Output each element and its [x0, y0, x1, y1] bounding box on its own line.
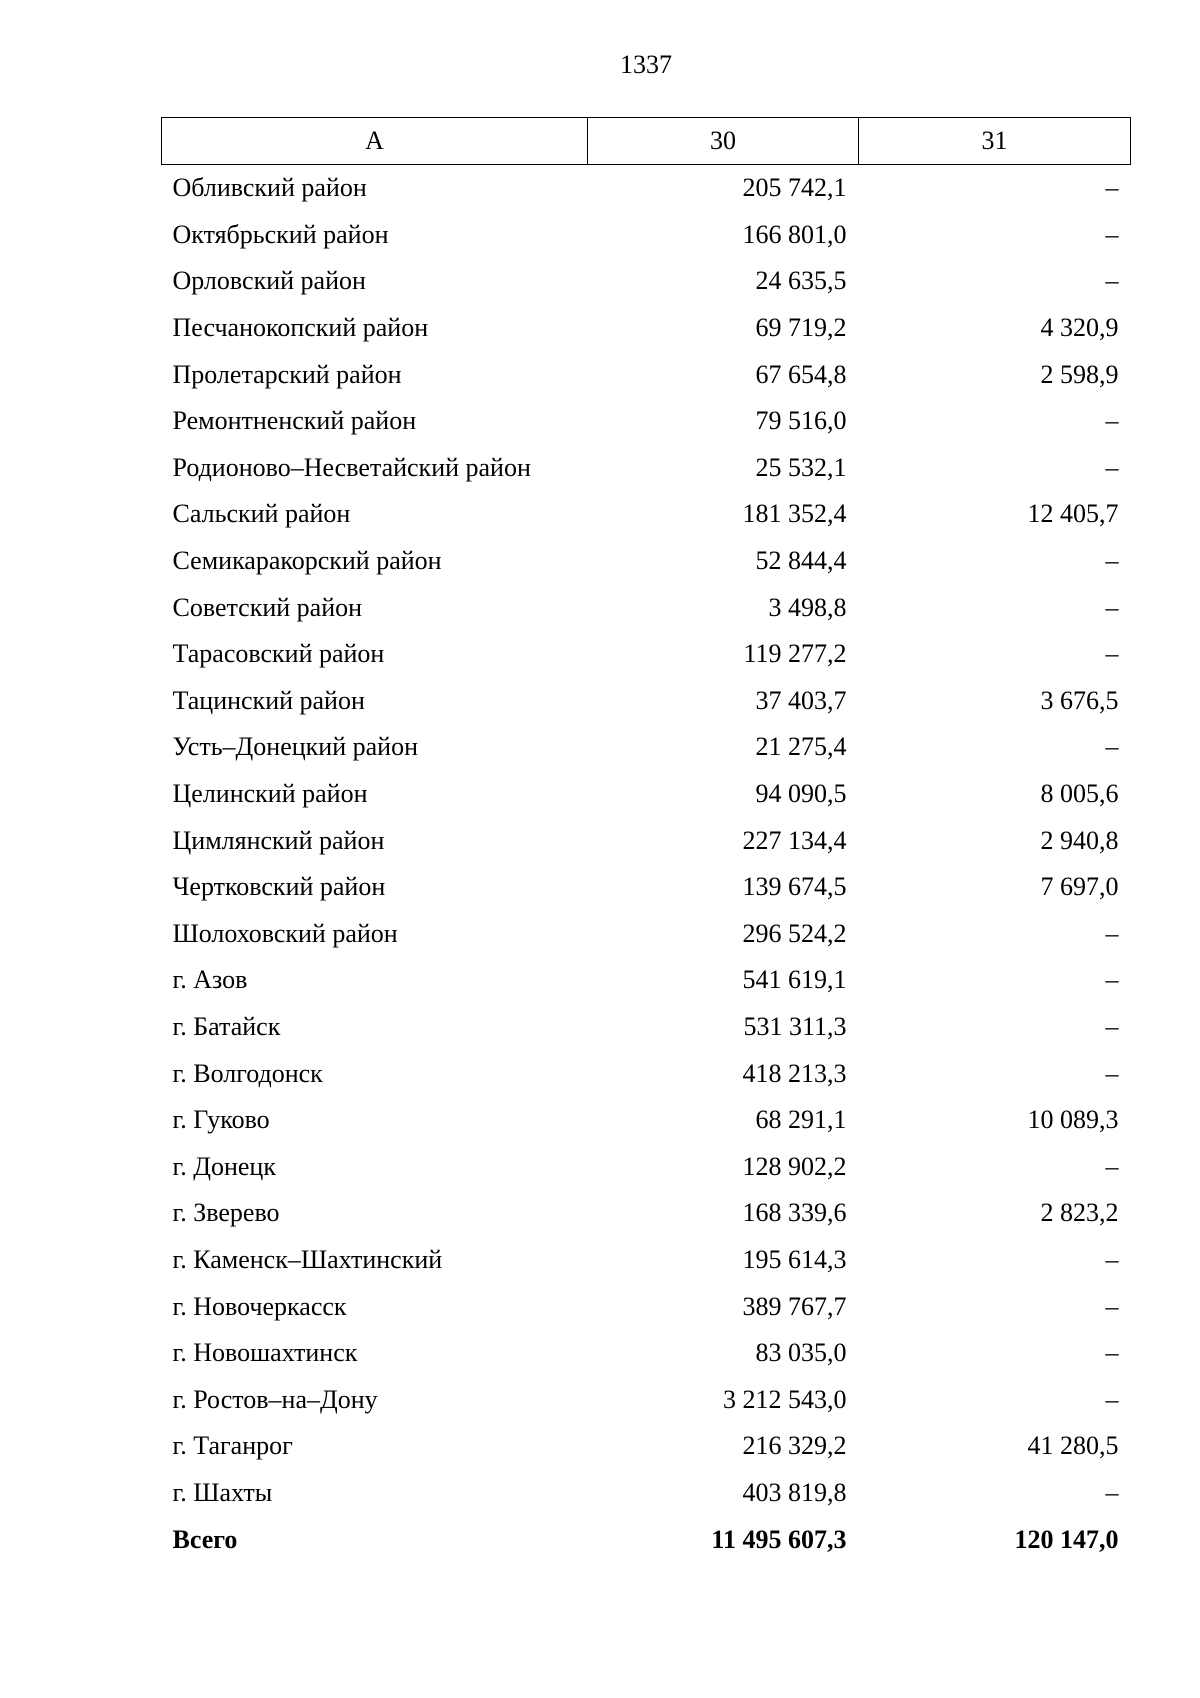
table-row	[162, 1190, 1131, 1237]
row-label: Родионово–Несветайский район	[172, 452, 531, 482]
value-col-30: 79 516,0	[755, 406, 847, 436]
value-col-31: –	[1105, 406, 1119, 436]
value-col-31: 4 320,9	[1040, 313, 1119, 343]
row-label: г. Ростов–на–Дону	[172, 1384, 378, 1414]
table-row	[162, 817, 1131, 864]
row-label: г. Каменск–Шахтинский	[172, 1244, 443, 1274]
value-col-31: 3 676,5	[1040, 685, 1119, 715]
value-col-31: –	[1105, 452, 1119, 482]
value-col-31: –	[1105, 1244, 1119, 1274]
value-col-31: –	[1105, 173, 1119, 203]
value-col-30: 37 403,7	[755, 685, 847, 715]
value-col-31: –	[1105, 1058, 1119, 1088]
table-row	[162, 631, 1131, 678]
data-table	[161, 117, 1131, 1563]
table-row	[162, 864, 1131, 911]
value-col-31: –	[1105, 219, 1119, 249]
value-col-30: 24 635,5	[755, 266, 847, 296]
value-col-30: 296 524,2	[742, 918, 847, 948]
value-col-30: 205 742,1	[742, 173, 847, 203]
value-col-30: 3 498,8	[768, 592, 847, 622]
value-col-30: 389 767,7	[742, 1291, 847, 1321]
table-row	[162, 584, 1131, 631]
value-col-31: –	[1105, 1291, 1119, 1321]
value-col-30: 227 134,4	[742, 825, 847, 855]
value-col-31: –	[1105, 592, 1119, 622]
table-row	[162, 1470, 1131, 1517]
value-col-30: 531 311,3	[743, 1011, 847, 1041]
value-col-30: 168 339,6	[742, 1198, 847, 1228]
table-row	[162, 1097, 1131, 1144]
table-row	[162, 771, 1131, 818]
value-col-30: 128 902,2	[742, 1151, 847, 1181]
row-label: Тарасовский район	[172, 639, 385, 669]
value-col-31: –	[1105, 266, 1119, 296]
page-number: 1337	[620, 50, 672, 79]
table-row	[162, 678, 1131, 725]
row-label: г. Таганрог	[172, 1431, 293, 1461]
value-col-30: 3 212 543,0	[723, 1384, 847, 1414]
total-label: Всего	[172, 1524, 238, 1554]
row-label: Цимлянский район	[172, 825, 385, 855]
value-col-31: 8 005,6	[1040, 779, 1119, 809]
row-label: Ремонтненский район	[172, 406, 417, 436]
value-col-30: 94 090,5	[755, 779, 847, 809]
table-row	[162, 1050, 1131, 1097]
value-col-30: 21 275,4	[755, 732, 847, 762]
value-col-30: 403 819,8	[742, 1477, 847, 1507]
row-label: г. Донецк	[172, 1151, 276, 1181]
value-col-31: –	[1105, 546, 1119, 576]
row-label: Обливский район	[172, 173, 367, 203]
row-label: г. Гуково	[172, 1105, 270, 1135]
row-label: Советский район	[172, 592, 363, 622]
table-row	[162, 1283, 1131, 1330]
table-row	[162, 1423, 1131, 1470]
value-col-30: 181 352,4	[742, 499, 847, 529]
value-col-31: 10 089,3	[1027, 1105, 1119, 1135]
table-row	[162, 165, 1131, 212]
value-col-31: 2 940,8	[1040, 825, 1119, 855]
table-row	[162, 1376, 1131, 1423]
table-row	[162, 1330, 1131, 1377]
table-row	[162, 1004, 1131, 1051]
value-col-30: 83 035,0	[755, 1338, 847, 1368]
table-row	[162, 911, 1131, 958]
value-col-31: –	[1105, 1338, 1119, 1368]
row-label: Шолоховский район	[172, 918, 398, 948]
row-label: г. Новочеркасск	[172, 1291, 347, 1321]
table-row	[162, 1237, 1131, 1284]
value-col-31: –	[1105, 1477, 1119, 1507]
value-col-30: 166 801,0	[742, 219, 847, 249]
value-col-30: 119 277,2	[743, 639, 847, 669]
row-label: Целинский район	[172, 779, 368, 809]
table-row	[162, 1143, 1131, 1190]
table-row	[162, 491, 1131, 538]
table-body	[162, 165, 1131, 1563]
value-col-31: –	[1105, 639, 1119, 669]
row-label: Орловский район	[172, 266, 366, 296]
row-label: Усть–Донецкий район	[172, 732, 418, 762]
row-label: г. Шахты	[172, 1477, 273, 1507]
value-col-31: 2 598,9	[1040, 359, 1119, 389]
value-col-30: 69 719,2	[755, 313, 847, 343]
row-label: Сальский район	[172, 499, 351, 529]
column-header-30: 30	[588, 118, 859, 165]
table-row	[162, 398, 1131, 445]
table-header-row	[162, 118, 1131, 165]
value-col-30: 216 329,2	[742, 1431, 847, 1461]
value-col-31: –	[1105, 732, 1119, 762]
row-label: Пролетарский район	[172, 359, 402, 389]
value-col-31: 7 697,0	[1040, 872, 1119, 902]
column-header-31: 31	[859, 118, 1131, 165]
table-row	[162, 212, 1131, 259]
row-label: г. Зверево	[172, 1198, 280, 1228]
table-row	[162, 305, 1131, 352]
row-label: г. Батайск	[172, 1011, 281, 1041]
row-label: г. Азов	[172, 965, 248, 995]
table-row	[162, 351, 1131, 398]
row-label: Тацинский район	[172, 685, 365, 715]
value-col-31: –	[1105, 1384, 1119, 1414]
value-col-31: –	[1105, 918, 1119, 948]
value-col-30: 139 674,5	[742, 872, 847, 902]
column-header-a: А	[162, 118, 588, 165]
table-row	[162, 957, 1131, 1004]
value-col-30: 541 619,1	[742, 965, 847, 995]
value-col-31: –	[1105, 965, 1119, 995]
value-col-31: 12 405,7	[1027, 499, 1119, 529]
row-label: г. Новошахтинск	[172, 1338, 358, 1368]
value-col-31: –	[1105, 1151, 1119, 1181]
total-row	[162, 1516, 1131, 1563]
table-row	[162, 445, 1131, 492]
value-col-30: 418 213,3	[742, 1058, 847, 1088]
value-col-31: 41 280,5	[1027, 1431, 1119, 1461]
total-col-30: 11 495 607,3	[711, 1524, 847, 1554]
value-col-31: –	[1105, 1011, 1119, 1041]
table-row	[162, 538, 1131, 585]
row-label: Чертковский район	[172, 872, 386, 902]
total-col-31: 120 147,0	[1014, 1524, 1119, 1554]
row-label: Октябрьский район	[172, 219, 389, 249]
value-col-30: 67 654,8	[755, 359, 847, 389]
value-col-30: 195 614,3	[742, 1244, 847, 1274]
table-row	[162, 258, 1131, 305]
row-label: г. Волгодонск	[172, 1058, 323, 1088]
row-label: Семикаракорский район	[172, 546, 442, 576]
value-col-30: 25 532,1	[755, 452, 847, 482]
value-col-30: 68 291,1	[755, 1105, 847, 1135]
row-label: Песчанокопский район	[172, 313, 429, 343]
value-col-31: 2 823,2	[1040, 1198, 1119, 1228]
table-row	[162, 724, 1131, 771]
value-col-30: 52 844,4	[755, 546, 847, 576]
